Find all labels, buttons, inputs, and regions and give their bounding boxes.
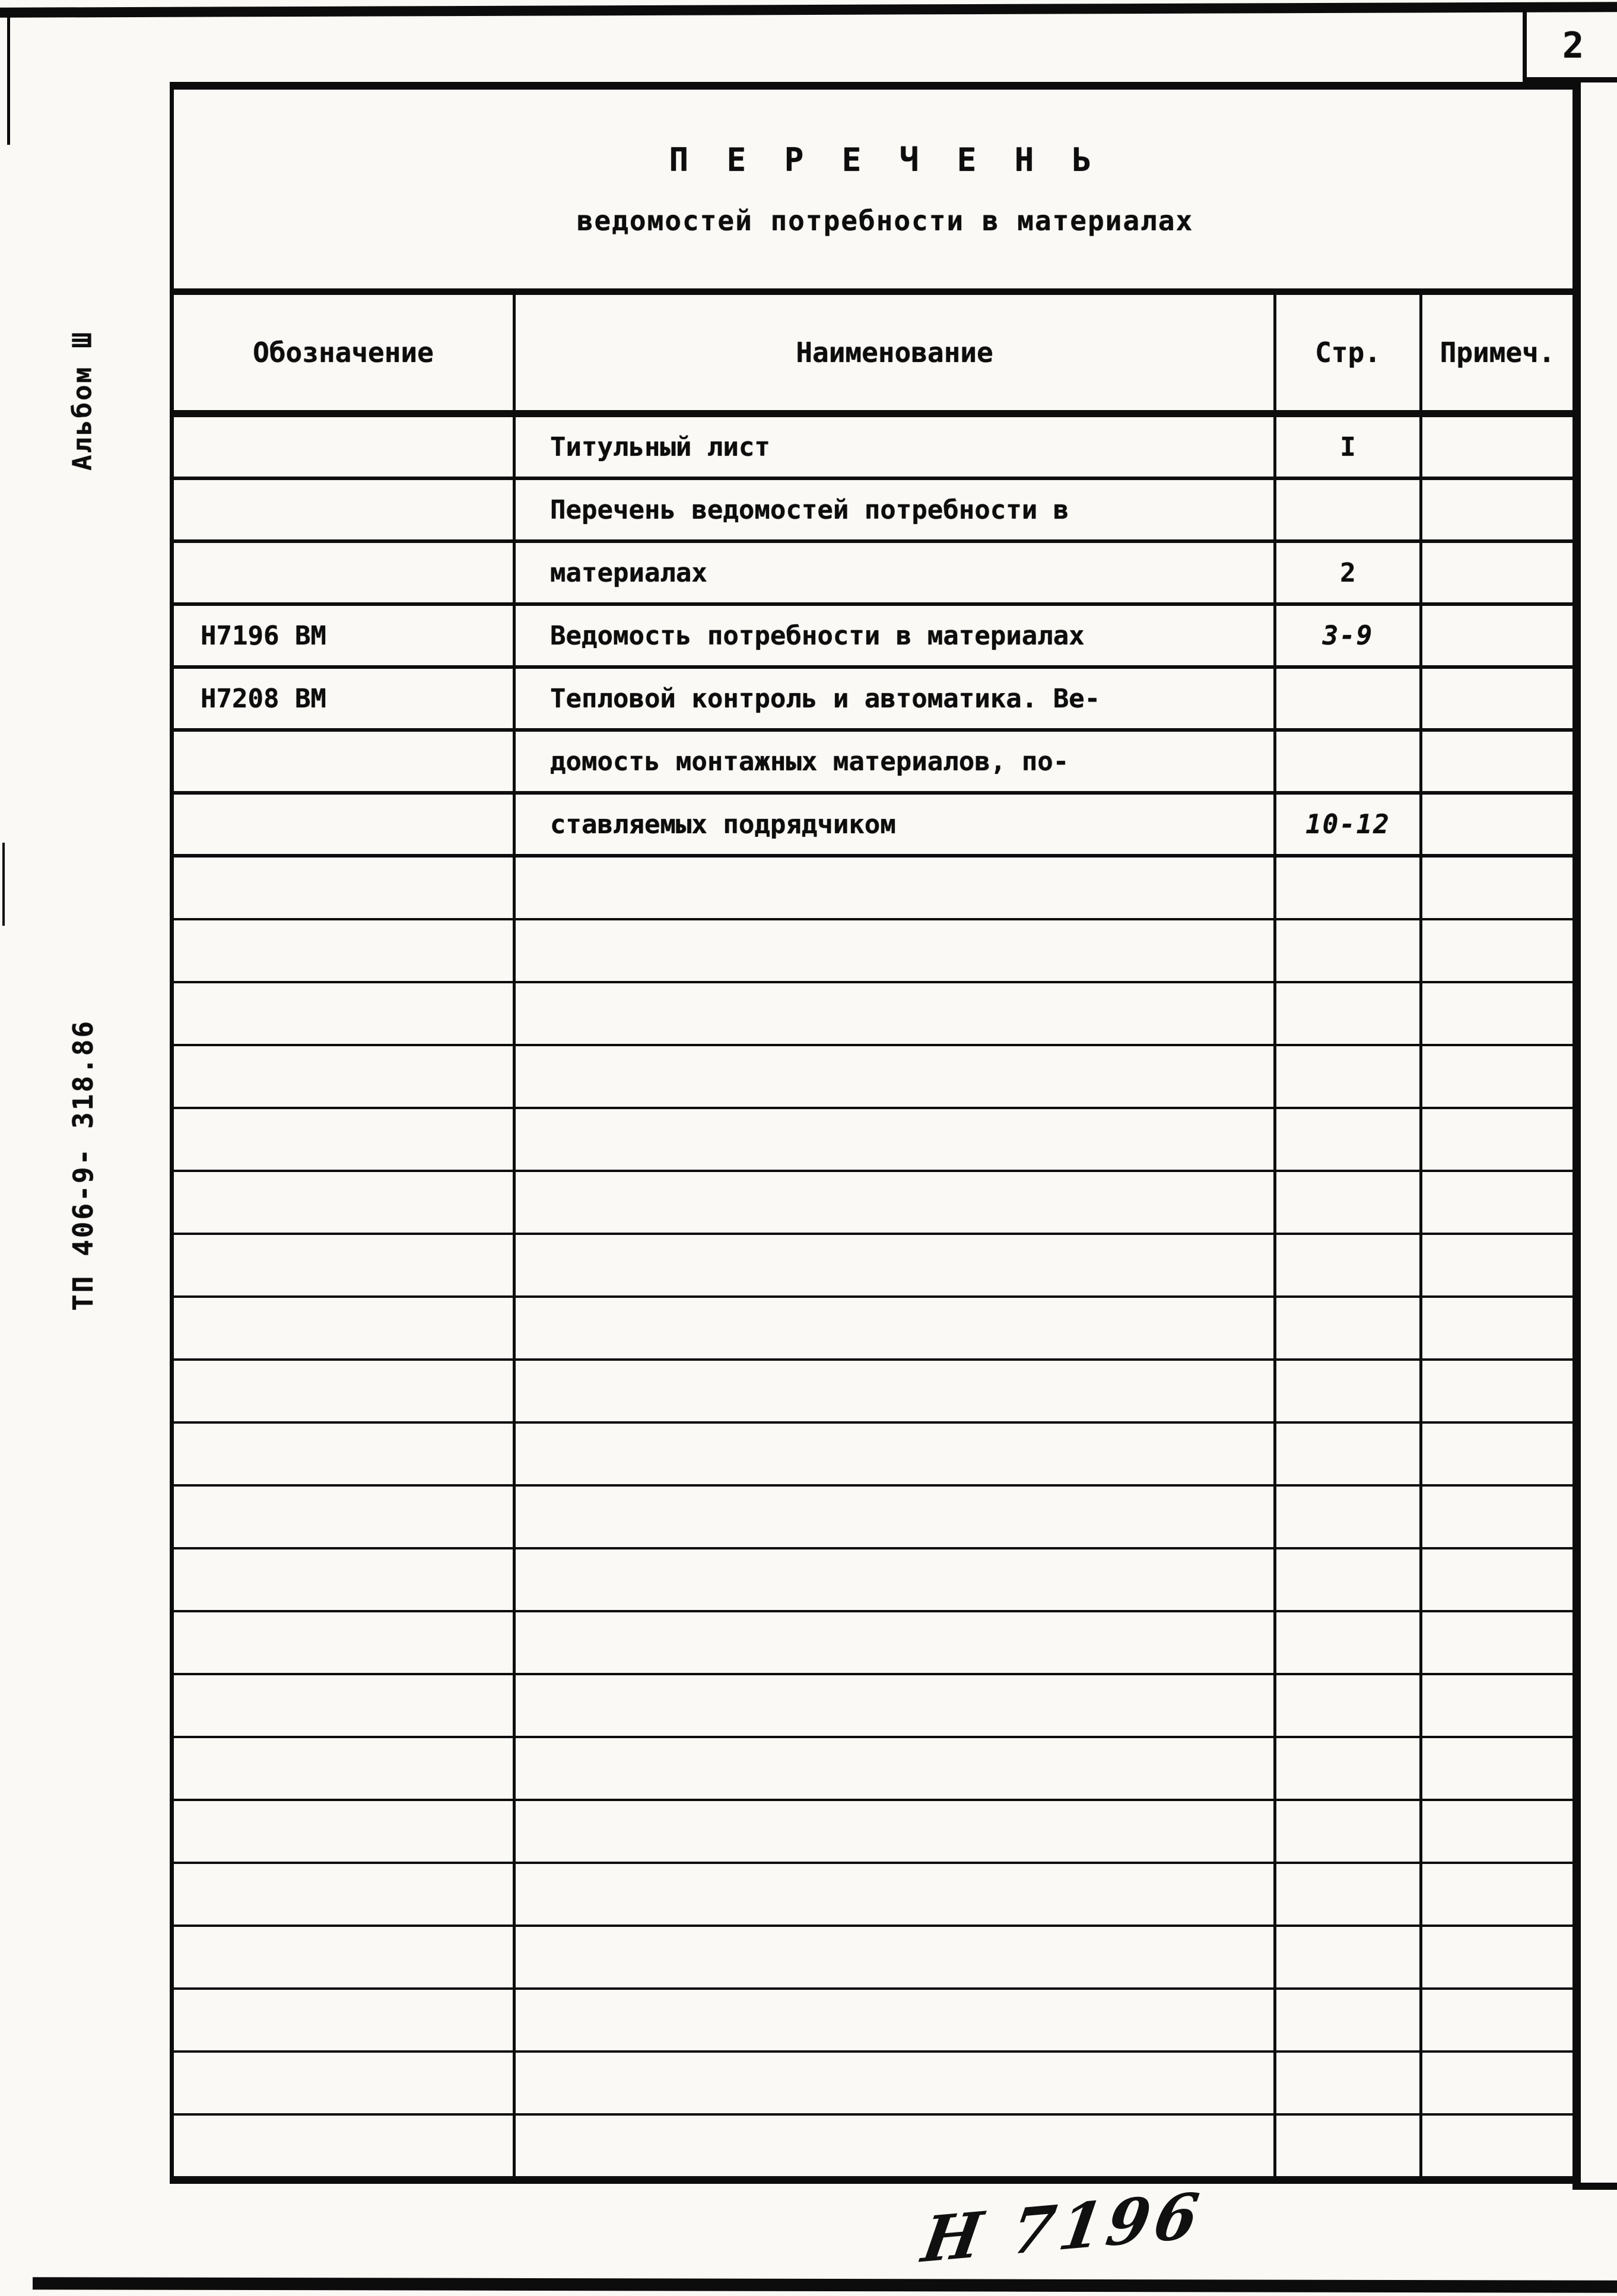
cell-designation [174,795,516,854]
cell-designation: Н7208 ВМ [174,669,516,728]
document-title: П Е Р Е Ч Е Н Ь [669,141,1101,179]
table-row [174,1109,1572,1172]
table-row [174,1675,1572,1738]
cell-designation [174,1172,516,1233]
page-top-edge-line [0,2,1617,18]
cell-page [1276,1046,1422,1107]
cell-note [1422,1675,1572,1736]
table-row [174,1487,1572,1549]
cell-page [1276,1361,1422,1421]
cell-note [1422,1109,1572,1170]
cell-page [1276,1549,1422,1610]
table-row [174,1046,1572,1109]
cell-designation [174,543,516,602]
cell-note [1422,480,1572,539]
table-row [174,1172,1572,1235]
table-row [174,983,1572,1046]
cell-designation [174,1046,516,1107]
cell-designation [174,1361,516,1421]
cell-designation [174,1864,516,1925]
cell-name [516,1109,1276,1170]
cell-name [516,1487,1276,1547]
cell-designation [174,1298,516,1358]
cell-note [1422,983,1572,1044]
left-margin-scan-mark [2,843,5,926]
materials-list-table [170,82,1581,2184]
cell-page [1276,1235,1422,1295]
sheet-number: 2 [1562,25,1584,66]
page-bottom-edge-line [33,2277,1617,2293]
cell-note [1422,669,1572,728]
table-row [174,1424,1572,1487]
cell-name: Перечень ведомостей потребности в [516,480,1276,539]
cell-page [1276,669,1422,728]
cell-note [1422,795,1572,854]
cell-name: ставляемых подрядчиком [516,795,1276,854]
cell-page [1276,1109,1422,1170]
cell-name: домость монтажных материалов, по- [516,732,1276,791]
cell-page [1276,2053,1422,2113]
cell-designation [174,1424,516,1484]
cell-page: 3-9 [1276,606,1422,665]
cell-name [516,983,1276,1044]
margin-series-label: ТП 406-9- 318.86 [67,1019,99,1311]
table-header-row [174,295,1572,417]
cell-page [1276,983,1422,1044]
table-row [174,606,1572,669]
cell-note [1422,1046,1572,1107]
column-header-note: Примеч. [1440,336,1555,369]
cell-page: I [1276,417,1422,477]
column-header-page: Стр. [1276,295,1422,410]
cell-designation [174,1487,516,1547]
cell-designation [174,1235,516,1295]
table-row [174,920,1572,983]
table-row [174,795,1572,858]
cell-designation [174,2116,516,2176]
cell-designation [174,858,516,918]
cell-designation [174,480,516,539]
cell-page [1276,858,1422,918]
cell-designation [174,920,516,981]
cell-name [516,2053,1276,2113]
cell-name [516,1172,1276,1233]
cell-name [516,1424,1276,1484]
cell-note [1422,1864,1572,1925]
table-row [174,1738,1572,1801]
cell-page [1276,1487,1422,1547]
margin-album-label: Альбом Ш [67,331,98,471]
cell-page [1276,1612,1422,1673]
table-row [174,1990,1572,2053]
cell-note [1422,1549,1572,1610]
cell-page [1276,1298,1422,1358]
cell-designation: Н7196 ВМ [174,606,516,665]
cell-name [516,1675,1276,1736]
cell-designation [174,983,516,1044]
cell-name [516,1361,1276,1421]
cell-designation [174,1801,516,1862]
cell-designation [174,1990,516,2050]
cell-note [1422,1612,1572,1673]
table-row [174,1927,1572,1990]
cell-name [516,1864,1276,1925]
table-row [174,1549,1572,1612]
cell-page [1276,1927,1422,1987]
table-row [174,543,1572,606]
cell-designation [174,1927,516,1987]
table-row [174,1298,1572,1361]
handwritten-note: Н 7196 [917,2178,1208,2277]
cell-name [516,1801,1276,1862]
table-body [174,295,1572,2178]
cell-designation [174,1549,516,1610]
cell-note [1422,920,1572,981]
table-row [174,417,1572,480]
cell-page [1276,1801,1422,1862]
table-row [174,1612,1572,1675]
page-left-edge-line [7,8,10,145]
cell-page [1276,1675,1422,1736]
cell-note [1422,1801,1572,1862]
cell-note [1422,1738,1572,1799]
cell-note [1422,1990,1572,2050]
cell-note [1422,2053,1572,2113]
cell-name [516,858,1276,918]
cell-page [1276,1424,1422,1484]
cell-name [516,1298,1276,1358]
cell-name [516,1990,1276,2050]
cell-designation [174,1612,516,1673]
cell-note [1422,1361,1572,1421]
table-title-block [174,90,1572,295]
cell-page [1276,2116,1422,2176]
cell-name [516,920,1276,981]
table-row [174,1864,1572,1927]
cell-note [1422,732,1572,791]
cell-note [1422,1172,1572,1233]
cell-note [1422,1298,1572,1358]
cell-designation [174,2053,516,2113]
cell-name [516,1549,1276,1610]
cell-page [1276,1864,1422,1925]
table-row [174,669,1572,732]
cell-note [1422,1424,1572,1484]
cell-note [1422,606,1572,665]
cell-page [1276,480,1422,539]
cell-name [516,1046,1276,1107]
cell-name: Титульный лист [516,417,1276,477]
cell-note [1422,2116,1572,2176]
table-row [174,480,1572,543]
document-subtitle: ведомостей потребности в материалах [576,205,1194,237]
table-row [174,732,1572,795]
cell-designation [174,732,516,791]
table-row [174,858,1572,920]
cell-note [1422,417,1572,477]
cell-name: Тепловой контроль и автоматика. Ве- [516,669,1276,728]
cell-designation [174,1109,516,1170]
sheet-number-box-left-line [1523,6,1527,81]
column-header-name: Наименование [516,295,1276,410]
cell-name [516,1612,1276,1673]
cell-page [1276,920,1422,981]
cell-name: материалах [516,543,1276,602]
cell-name [516,1235,1276,1295]
table-row [174,2053,1572,2116]
cell-note [1422,1927,1572,1987]
cell-name [516,1927,1276,1987]
column-header-designation: Обозначение [174,295,516,410]
cell-page [1276,1738,1422,1799]
table-row [174,1801,1572,1864]
cell-designation [174,1738,516,1799]
cell-name: Ведомость потребности в материалах [516,606,1276,665]
cell-page: 10-12 [1276,795,1422,854]
table-row [174,2116,1572,2178]
cell-name [516,1738,1276,1799]
cell-page: 2 [1276,543,1422,602]
cell-designation [174,417,516,477]
cell-page [1276,1990,1422,2050]
cell-name [516,2116,1276,2176]
cell-note [1422,1235,1572,1295]
cell-designation [174,1675,516,1736]
table-row [174,1361,1572,1424]
cell-note [1422,543,1572,602]
cell-note [1422,858,1572,918]
table-row [174,1235,1572,1298]
cell-page [1276,732,1422,791]
cell-note [1422,1487,1572,1547]
cell-page [1276,1172,1422,1233]
